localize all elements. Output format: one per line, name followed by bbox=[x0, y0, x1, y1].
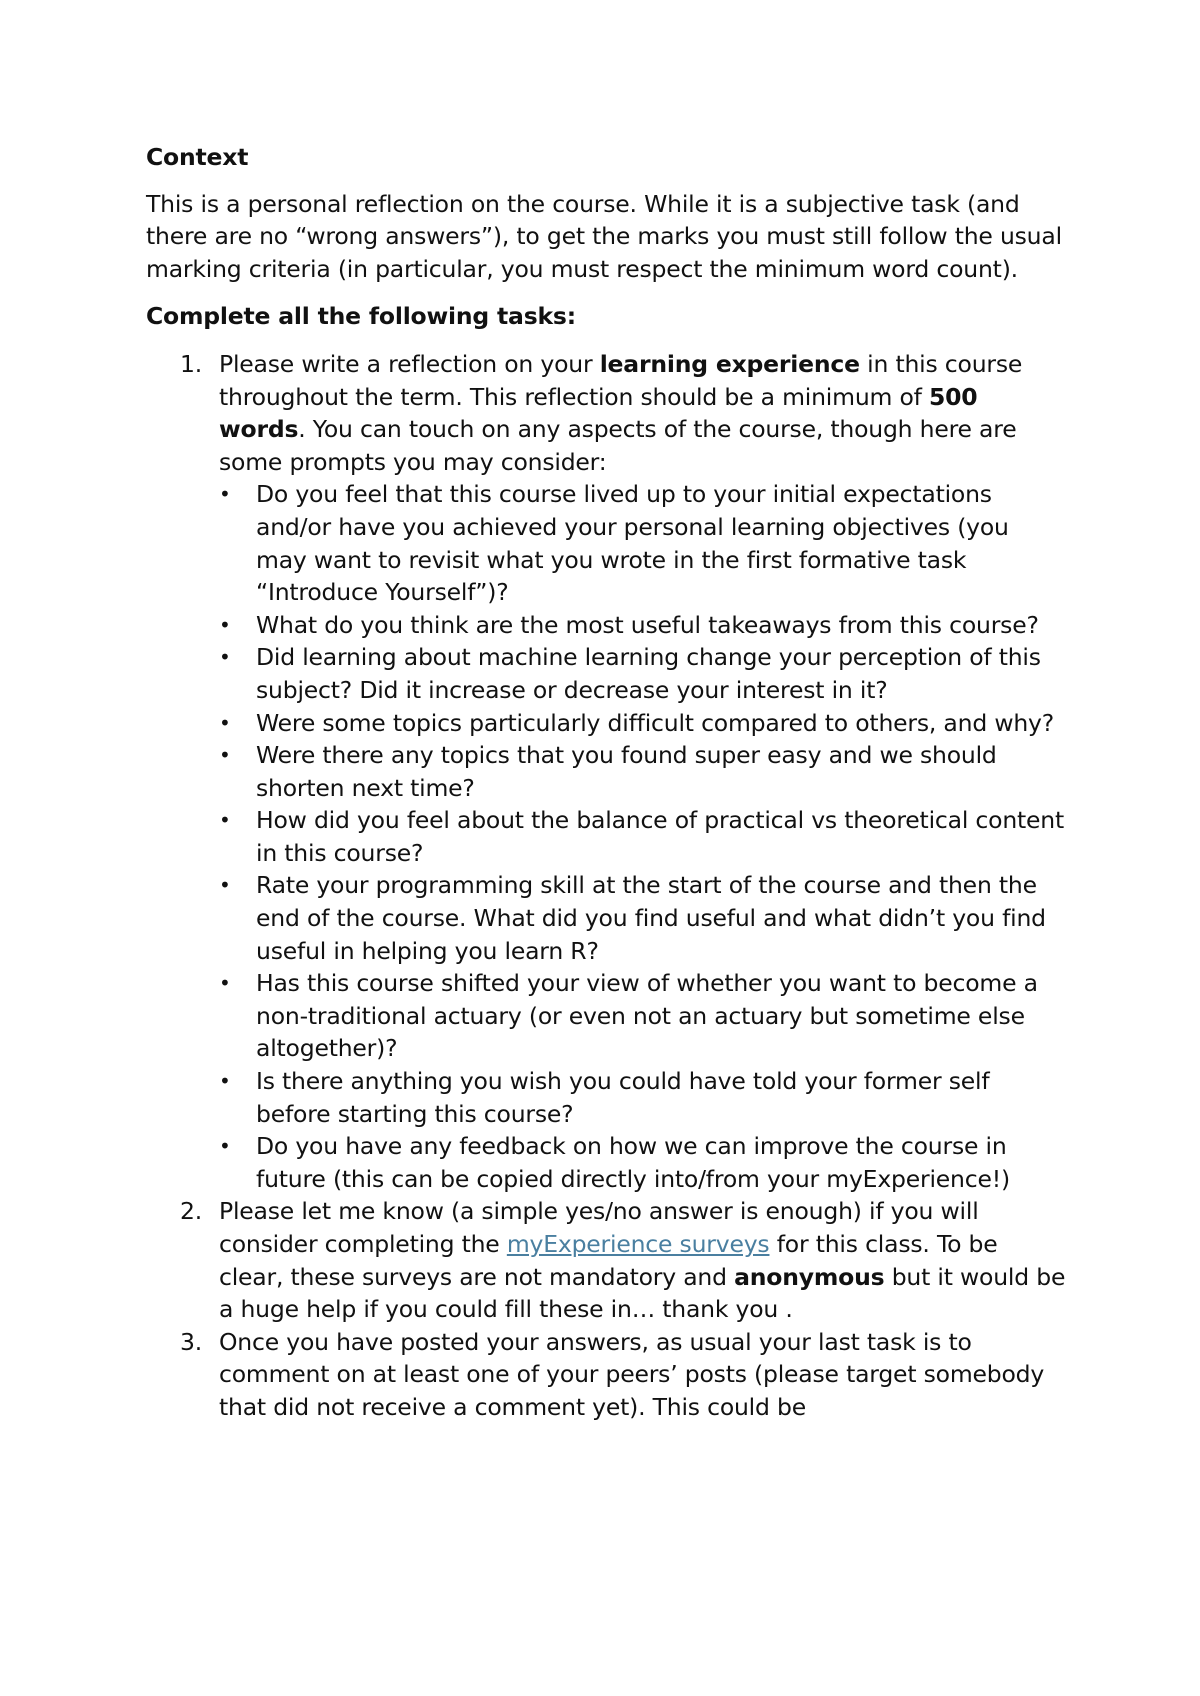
prompts-list bbox=[219, 478, 1066, 1195]
prompt-text: Is there anything you wish you could have told your former self before starting this course? bbox=[256, 1067, 990, 1128]
prompt-item bbox=[219, 1130, 1066, 1195]
intro-paragraph: This is a personal reflection on the course. While it is a subjective task (and there are no “wrong answers”), to get the marks you must still follow the usual marking criteria (in particular, you must respect the minimum word count). bbox=[146, 189, 1062, 283]
prompt-item bbox=[219, 609, 1066, 642]
bullet-icon: • bbox=[219, 808, 231, 833]
bullet-icon: • bbox=[219, 1134, 231, 1159]
tasks-list bbox=[146, 348, 1066, 1424]
prompt-text: Rate your programming skill at the start of the course and then the end of the course. What did you find useful and what didn’t you find useful in helping you learn R? bbox=[256, 871, 1046, 965]
prompt-text: Do you have any feedback on how we can improve the course in future (this can be copied directly into/from your myExperience!) bbox=[256, 1132, 1010, 1193]
task-item-2 bbox=[146, 1195, 1066, 1325]
bullet-icon: • bbox=[219, 743, 231, 768]
task-text: in this course throughout the term. This reflection should be a minimum of bbox=[219, 349, 1023, 411]
document-page bbox=[146, 141, 1066, 1424]
bullet-icon: • bbox=[219, 612, 231, 637]
prompt-text: Did learning about machine learning change your perception of this subject? Did it increase or decrease your interest in it? bbox=[256, 643, 1041, 704]
myexperience-surveys-link[interactable]: myExperience surveys bbox=[506, 1230, 770, 1258]
bullet-icon: • bbox=[219, 482, 231, 507]
context-heading: Context bbox=[146, 143, 249, 171]
bullet-icon: • bbox=[219, 710, 231, 735]
task-number: 2. bbox=[180, 1197, 203, 1226]
task-item-3 bbox=[146, 1326, 1066, 1424]
task-text: Once you have posted your answers, as usual your last task is to comment on at least one of your peers’ posts (please target somebody that did not receive a comment yet). This could be bbox=[219, 1327, 1045, 1421]
prompt-text: Were there any topics that you found super easy and we should shorten next time? bbox=[256, 741, 997, 802]
task-text: for this class. To be clear, these surveys are not mandatory and bbox=[219, 1230, 998, 1291]
prompt-text: What do you think are the most useful takeaways from this course? bbox=[256, 610, 1039, 639]
task-number: 1. bbox=[180, 349, 203, 378]
prompt-item bbox=[219, 739, 1066, 804]
prompt-item bbox=[219, 869, 1066, 967]
prompt-text: Has this course shifted your view of whether you want to become a non-traditional actuary (or even not an actuary but sometime else altogether)? bbox=[256, 969, 1038, 1063]
bullet-icon: • bbox=[219, 873, 231, 898]
bullet-icon: • bbox=[219, 1069, 231, 1094]
prompt-text: Do you feel that this course lived up to your initial expectations and/or have you achieved your personal learning objectives (you may want to revisit what you wrote in the first formative task “Introduce Yourself”)? bbox=[256, 480, 1009, 607]
prompt-text: Were some topics particularly difficult compared to others, and why? bbox=[256, 708, 1055, 737]
prompt-item bbox=[219, 1065, 1066, 1130]
bullet-icon: • bbox=[219, 645, 231, 670]
prompt-item bbox=[219, 804, 1066, 869]
prompt-item bbox=[219, 967, 1066, 1065]
task-item-1 bbox=[146, 348, 1066, 1195]
task-text: . You can touch on any aspects of the course, though here are some prompts you may consider: bbox=[219, 415, 1017, 476]
prompt-text: How did you feel about the balance of practical vs theoretical content in this course? bbox=[256, 806, 1064, 867]
prompt-item bbox=[219, 707, 1066, 740]
task-bold-text: learning experience bbox=[599, 349, 860, 378]
task-text: Please write a reflection on your bbox=[219, 349, 600, 378]
task-bold-text: 500 words bbox=[219, 382, 978, 444]
task-number: 3. bbox=[180, 1327, 203, 1356]
task-text: Please let me know (a simple yes/no answer is enough) if you will consider completing the bbox=[219, 1197, 979, 1258]
task-text: but it would be a huge help if you could fill these in… thank you . bbox=[219, 1262, 1066, 1324]
task-bold-text: anonymous bbox=[734, 1262, 885, 1291]
tasks-heading: Complete all the following tasks: bbox=[146, 302, 576, 331]
prompt-item bbox=[219, 641, 1066, 706]
bullet-icon: • bbox=[219, 971, 231, 996]
prompt-item bbox=[219, 478, 1066, 608]
